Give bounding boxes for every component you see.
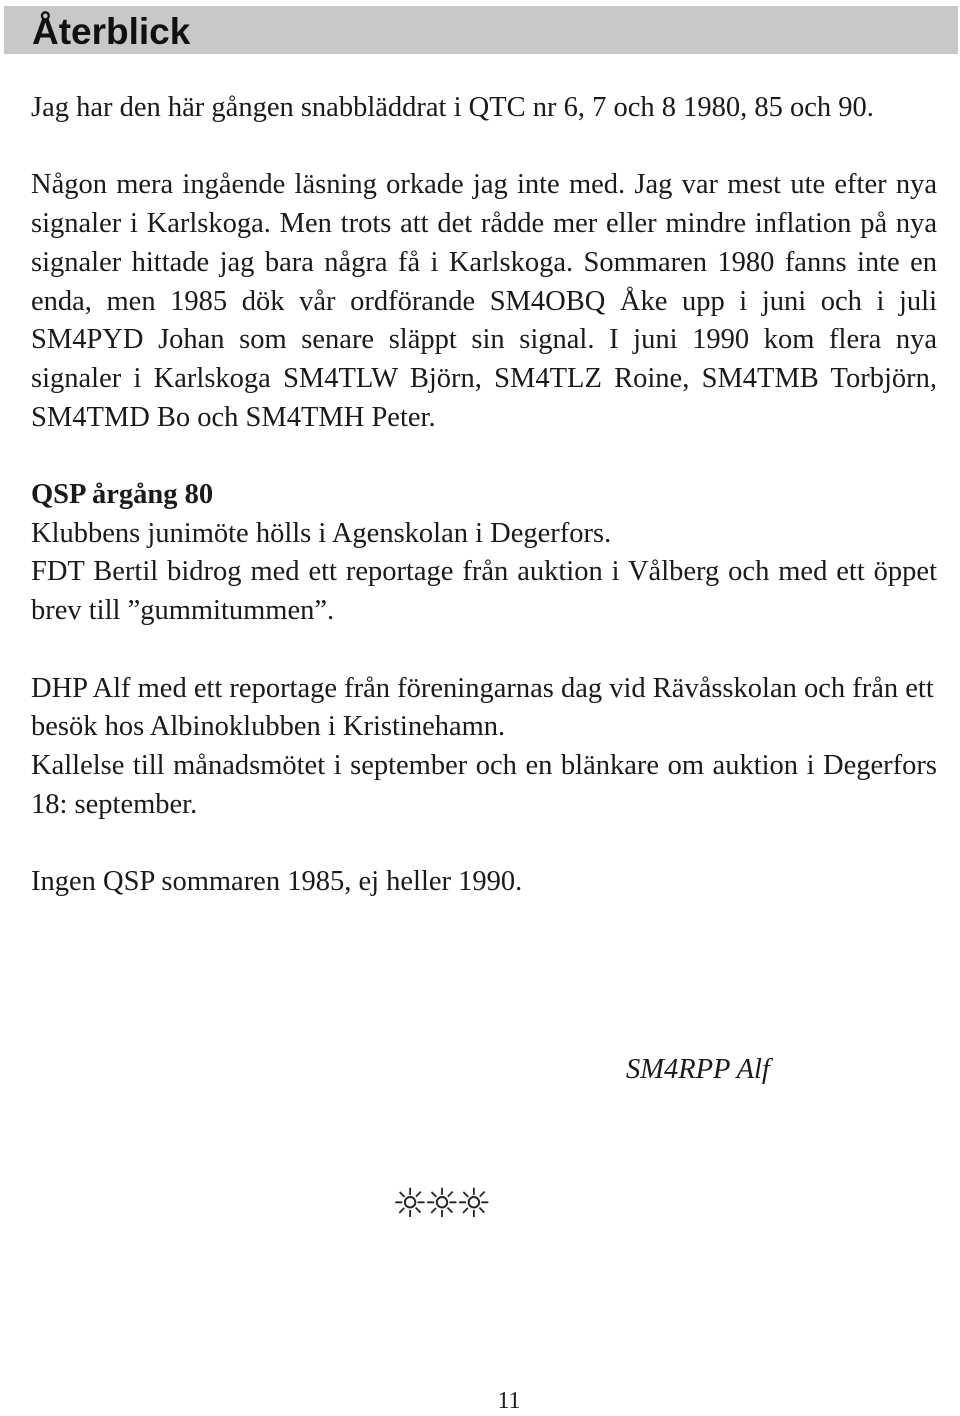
- sun-ornament-icon: ☼☼☼: [392, 1181, 488, 1227]
- qsp-report-line: FDT Bertil bidrog med ett reportage från auktion i Vålberg och med ett öppet brev till ”gummitummen”.: [31, 556, 937, 627]
- paragraph-gap: [31, 631, 937, 670]
- intro-paragraph: Jag har den här gången snabbläddrat i QTC nr 6, 7 och 8 1980, 85 och 90.: [31, 92, 874, 123]
- qsp-heading: QSP årgång 80: [31, 479, 214, 510]
- section-header-bar: [4, 6, 958, 54]
- meeting-notice-line: Kallelse till månadsmötet i september och en blänkare om auktion i Degerfors 18: september.: [31, 749, 937, 820]
- page-number: 11: [497, 1388, 521, 1414]
- paragraph-gap: [31, 824, 937, 863]
- section-title: Återblick: [32, 11, 191, 52]
- dhp-report-line: DHP Alf med ett reportage från föreningarnas dag vid Rävåsskolan och från ett besök hos Albinoklubben i Kristinehamn.: [31, 672, 934, 743]
- author-signature: SM4RPP Alf: [626, 1054, 770, 1085]
- paragraph-gap: [31, 437, 937, 476]
- article-body: [31, 89, 937, 902]
- paragraph-gap: [31, 128, 937, 167]
- qsp-meeting-line: Klubbens junimöte hölls i Agenskolan i Degerfors.: [31, 517, 612, 549]
- signals-paragraph: Någon mera ingående läsning orkade jag inte med. Jag var mest ute efter nya signaler i Karlskoga. Men trots att det rådde mer eller mindre inflation på nya signaler hittade jag bara några få i Karlskoga. Sommaren 1980 fanns inte en enda, men 1985 dök vår ordförande SM4OBQ Åke upp i juni och i juli SM4PYD Johan som senare släppt sin signal. I juni 1990 kom flera nya signaler i Karlskoga SM4TLW Björn, SM4TLZ Roine, SM4TMB Torbjörn, SM4TMD Bo och SM4TMH Peter.: [31, 169, 937, 433]
- closing-line: Ingen QSP sommaren 1985, ej heller 1990.: [31, 866, 523, 897]
